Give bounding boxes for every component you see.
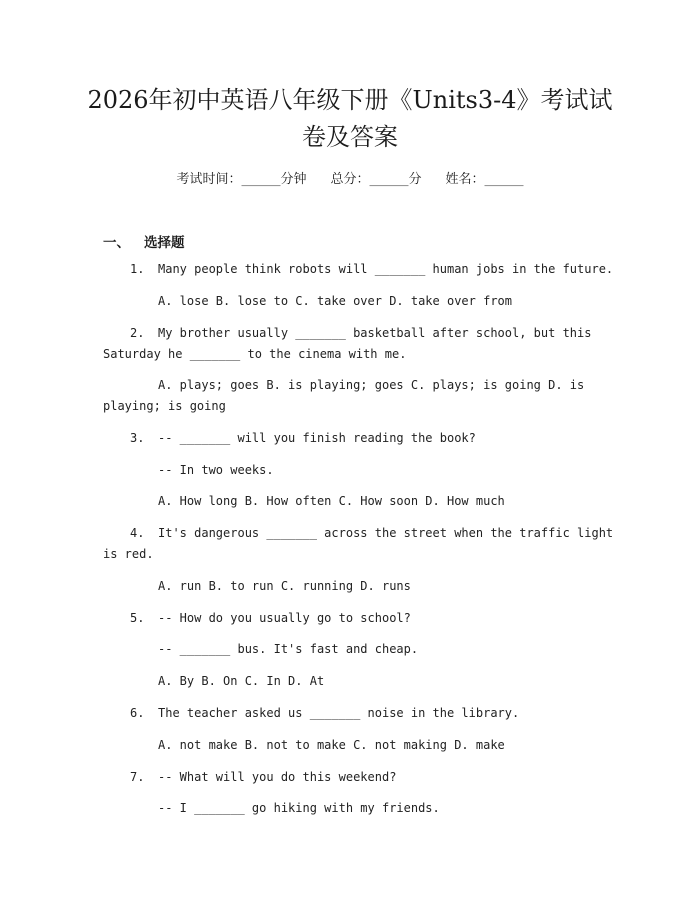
question-2-options-continued: playing; is going (103, 399, 226, 413)
question-number: 5. (130, 611, 145, 625)
question-4-stem-continued: is red. (103, 547, 154, 561)
question-text: It's dangerous _______ across the street when the traffic light (158, 526, 614, 540)
question-text: Many people think robots will _______ human jobs in the future. (158, 262, 614, 276)
question-number: 1. (130, 262, 145, 276)
question-7-stem (130, 767, 396, 788)
exam-name: 姓名：______ (445, 172, 524, 187)
question-2-options: A. plays; goes B. is playing; goes C. plays; is going D. is (158, 378, 585, 392)
question-number: 3. (130, 431, 145, 445)
question-text: -- What will you do this weekend? (158, 770, 397, 784)
question-1-stem (130, 259, 613, 280)
question-number: 6. (130, 706, 145, 720)
exam-title: 2026年初中英语八年级下册《Units3-4》考试试卷及答案 (87, 86, 613, 151)
question-3-stem (130, 428, 476, 449)
exam-time: 考试时间：______分钟 (176, 172, 307, 187)
question-2-stem-continued: Saturday he _______ to the cinema with me. (103, 347, 407, 361)
exam-score: 总分：______分 (330, 172, 422, 187)
question-6-stem (130, 703, 519, 724)
question-1-options: A. lose B. lose to C. take over D. take over from (158, 294, 513, 308)
question-6-options: A. not make B. not to make C. not making D. make (158, 738, 505, 752)
question-5-stem (130, 608, 411, 629)
section-heading (103, 231, 185, 251)
question-2-stem (130, 323, 591, 344)
section-label: 选择题 (144, 235, 185, 251)
question-3-dialog: -- In two weeks. (158, 463, 274, 477)
question-3-options: A. How long B. How often C. How soon D. How much (158, 494, 505, 508)
question-number: 4. (130, 526, 145, 540)
exam-meta (0, 168, 700, 187)
section-number: 一、 (103, 235, 130, 251)
question-number: 2. (130, 326, 145, 340)
question-text: -- How do you usually go to school? (158, 611, 411, 625)
question-4-options: A. run B. to run C. running D. runs (158, 579, 411, 593)
question-text: -- _______ will you finish reading the book? (158, 431, 476, 445)
question-4-stem (130, 523, 613, 544)
question-7-dialog: -- I _______ go hiking with my friends. (158, 801, 440, 815)
question-text: The teacher asked us _______ noise in the library. (158, 706, 520, 720)
question-5-options: A. By B. On C. In D. At (158, 674, 325, 688)
question-5-dialog: -- _______ bus. It's fast and cheap. (158, 642, 419, 656)
question-text: My brother usually _______ basketball after school, but this (158, 326, 592, 340)
question-number: 7. (130, 770, 145, 784)
